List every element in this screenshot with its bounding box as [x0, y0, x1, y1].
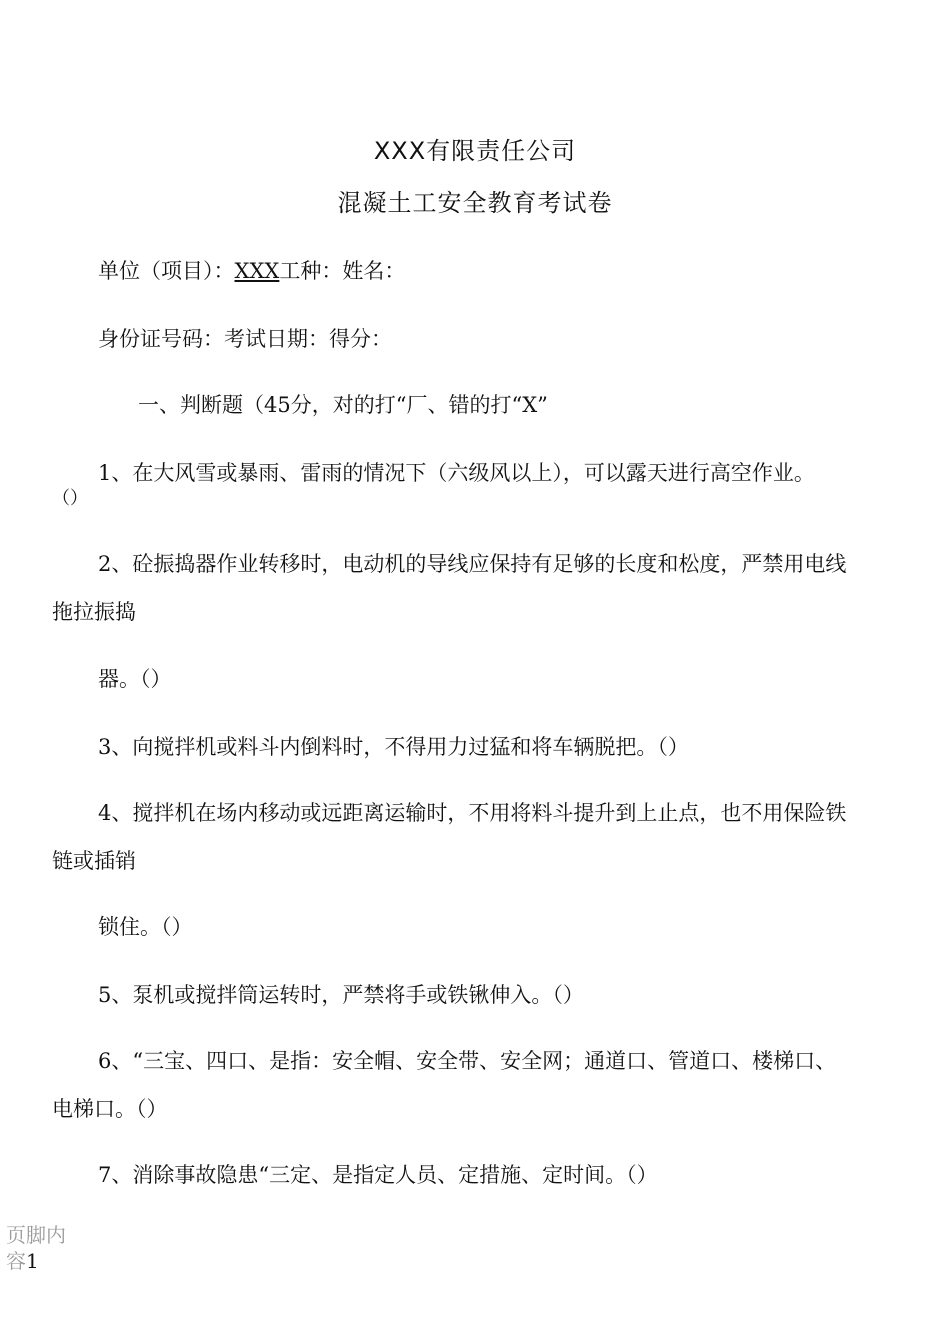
- question-2-line-3: 器。（）: [98, 667, 172, 691]
- page-number: 1: [26, 1249, 39, 1273]
- question-6-line-1: 6、“三宝、四口、是指：安全帽、安全带、安全网；通道口、管道口、楼梯口、: [98, 1049, 837, 1073]
- question-4-line-2: 链或插销: [52, 849, 136, 873]
- question-3-line-1: 3、向搅拌机或料斗内倒料时，不得用力过猛和将车辆脱把。（）: [98, 735, 689, 759]
- question-6-line-2: 电梯口。（）: [52, 1097, 168, 1121]
- exam-title: 混凝土工安全教育考试卷: [337, 189, 613, 217]
- company-title: XXX有限责任公司: [373, 137, 577, 165]
- page-footer: [6, 1222, 66, 1274]
- unit-rest: 工种：姓名：: [279, 259, 406, 283]
- question-2-line-2: 拖拉振捣: [52, 600, 136, 624]
- question-5-line-1: 5、泵机或搅拌筒运转时，严禁将手或铁锹伸入。（）: [98, 983, 584, 1007]
- unit-line: [98, 256, 405, 286]
- question-1-line-1: 1、在大风雪或暴雨、雷雨的情况下（六级风以上），可以露天进行高空作业。: [98, 461, 815, 485]
- footer-line-2: [6, 1248, 66, 1274]
- question-7-line-1: 7、消除事故隐患“三定、是指定人员、定措施、定时间。（）: [98, 1163, 658, 1187]
- section-heading: 一、判断题（45分，对的打“厂、错的打“X”: [138, 393, 548, 417]
- unit-value: XXX: [234, 259, 280, 283]
- question-1-line-2: （）: [52, 488, 88, 509]
- id-date-score-line: 身份证号码：考试日期：得分：: [98, 327, 392, 351]
- question-2-line-1: 2、砼振捣器作业转移时，电动机的导线应保持有足够的长度和松度，严禁用电线: [98, 552, 847, 576]
- footer-text-1: 页脚内: [6, 1223, 66, 1247]
- footer-text-2: 容: [6, 1249, 26, 1273]
- unit-label: 单位（项目）：: [98, 259, 235, 283]
- question-4-line-3: 锁住。（）: [98, 915, 193, 939]
- question-4-line-1: 4、搅拌机在场内移动或远距离运输时，不用将料斗提升到上止点，也不用保险铁: [98, 801, 847, 825]
